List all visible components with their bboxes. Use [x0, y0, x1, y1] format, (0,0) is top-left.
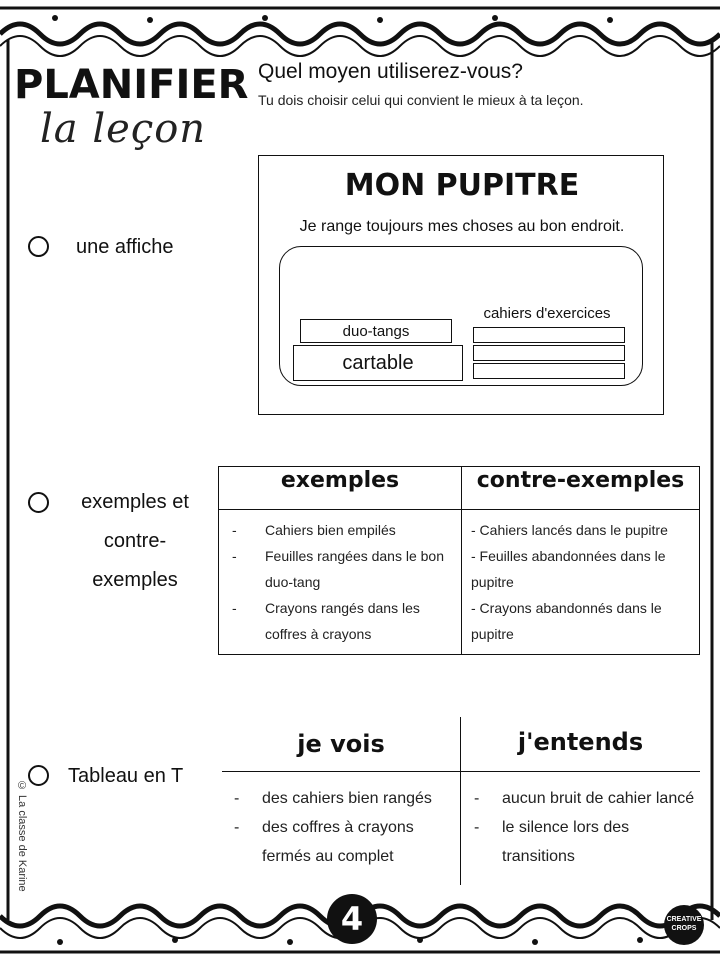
- poster-subtitle: Je range toujours mes choses au bon endroit.: [299, 218, 625, 235]
- list-item: - Feuilles abandonnées dans le pupitre: [471, 548, 666, 590]
- poster-title: MON PUPITRE: [344, 168, 580, 203]
- copyright-text: © La classe de Karine: [16, 780, 28, 892]
- t-chart-right-list: [462, 784, 700, 871]
- cahier-box-1: [473, 327, 625, 343]
- desk-drawing: [279, 246, 643, 386]
- list-item: - des coffres à crayons fermés au complet: [222, 813, 450, 871]
- duotangs-box: duo-tangs: [300, 319, 452, 343]
- t-chart-horizontal-line: [222, 771, 700, 772]
- counterexamples-header: contre-exemples: [462, 467, 700, 510]
- cahier-box-3: [473, 363, 625, 379]
- cahier-box-2: [473, 345, 625, 361]
- examples-cell: [219, 510, 462, 655]
- t-chart-header-vois: je vois: [297, 730, 385, 758]
- examples-table: [218, 466, 700, 655]
- t-chart-header-entends: j'entends: [517, 728, 644, 756]
- poster-example: [258, 155, 664, 415]
- option-label-tableau: Tableau en T: [68, 765, 184, 787]
- page-title: PLANIFIER: [14, 62, 249, 108]
- cartable-box: cartable: [293, 345, 463, 381]
- logo-text: CREATIVE CROPS: [666, 916, 702, 932]
- option-label-line: exemples: [92, 569, 178, 591]
- list-item: - Crayons rangés dans les coffres à crayons: [228, 595, 452, 647]
- page-number-badge: 4: [327, 894, 377, 944]
- counterexamples-cell: [462, 510, 700, 655]
- cahiers-label: cahiers d'exercices: [483, 305, 611, 322]
- radio-exemples[interactable]: [28, 492, 49, 513]
- radio-tableau[interactable]: [28, 765, 49, 786]
- t-chart-left-list: [222, 784, 450, 871]
- list-item: - le silence lors des transitions: [462, 813, 700, 871]
- examples-header: exemples: [219, 467, 462, 510]
- option-label-line: contre-: [103, 530, 167, 552]
- list-item: - Cahiers lancés dans le pupitre: [471, 522, 668, 538]
- instruction-text: Tu dois choisir celui qui convient le mieux à ta leçon.: [258, 92, 584, 108]
- page-subtitle: la leçon: [40, 106, 207, 152]
- list-item: - Cahiers bien empilés: [228, 517, 452, 543]
- option-label-exemples: [65, 483, 205, 600]
- list-item: - Crayons abandonnés dans le pupitre: [471, 600, 662, 642]
- list-item: - Feuilles rangées dans le bon duo-tang: [228, 543, 452, 595]
- list-item: - des cahiers bien rangés: [222, 784, 450, 813]
- logo-badge: [664, 905, 704, 945]
- list-item: - aucun bruit de cahier lancé: [462, 784, 700, 813]
- option-label-affiche: une affiche: [76, 236, 174, 258]
- option-label-line: exemples et: [81, 491, 189, 513]
- question-text: Quel moyen utiliserez-vous?: [258, 60, 523, 83]
- radio-affiche[interactable]: [28, 236, 49, 257]
